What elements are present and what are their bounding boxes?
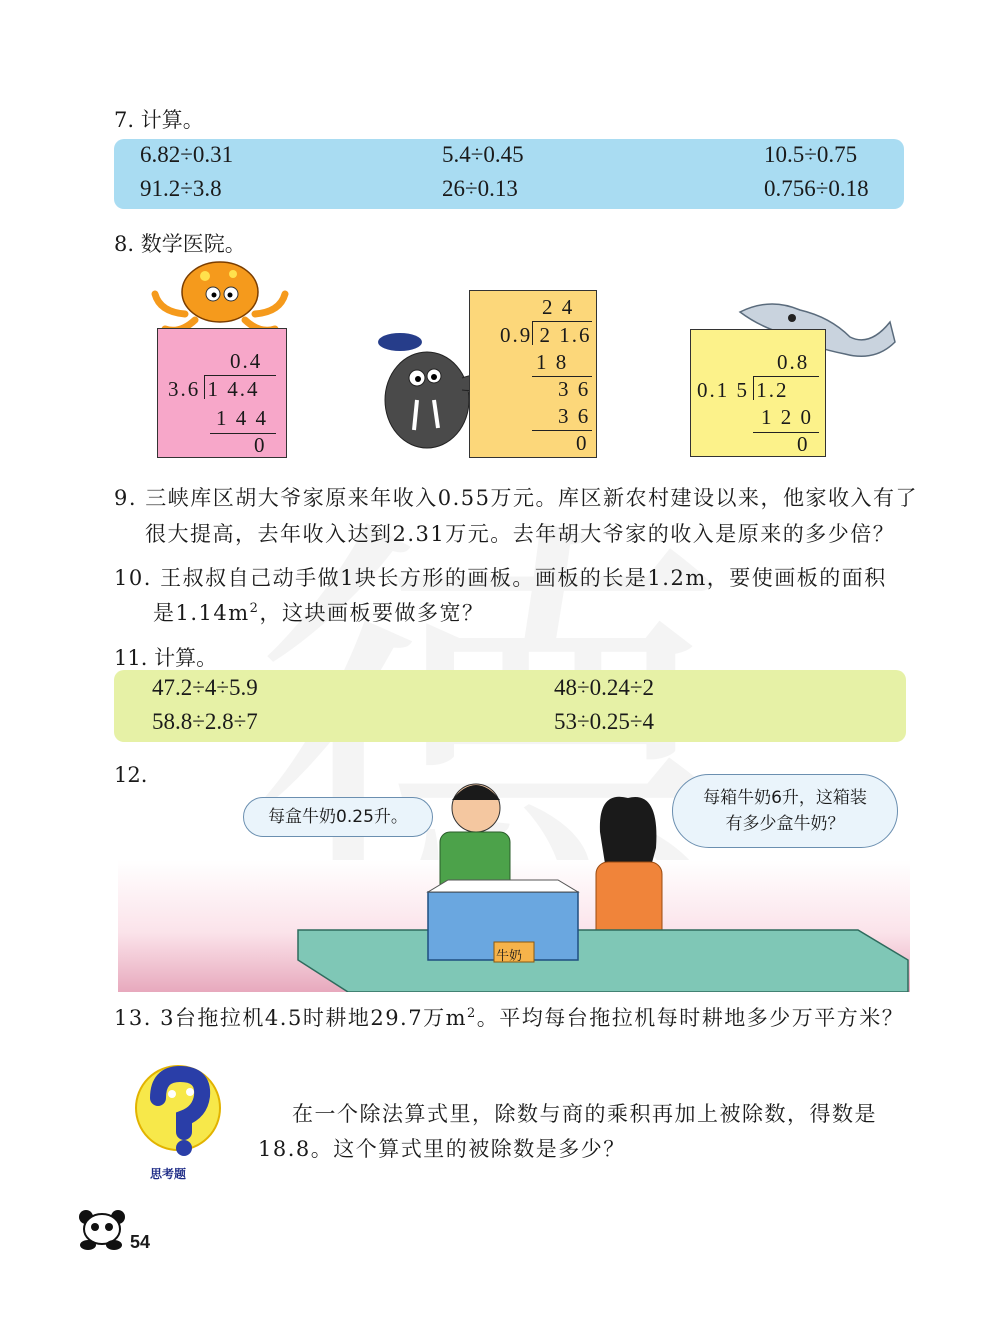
q7-expr-2: 5.4÷0.45 — [442, 142, 524, 167]
think-line-1: 在一个除法算式里，除数与商的乘积再加上被除数，得数是 — [292, 1102, 877, 1126]
q13-sup: 2 — [467, 1006, 477, 1021]
q11-expr-3: 58.8÷2.8÷7 — [152, 709, 258, 734]
card3-divisor-dividend: 0.1 5 1.2 — [697, 378, 789, 402]
q10-question: ，这块画板要做多宽？ — [259, 601, 485, 625]
think-line-2: 18.8。这个算式里的被除数是多少？ — [258, 1137, 626, 1161]
speech-bubble-girl-line-1: 每箱牛奶6升，这箱装 — [703, 788, 867, 808]
q7-expr-4: 91.2÷3.8 — [140, 176, 222, 201]
card2-step3: 3 6 — [558, 404, 591, 428]
card2-step1: 1 8 — [536, 350, 569, 374]
card1-remainder: 0 — [254, 433, 267, 457]
card2-remainder: 0 — [576, 431, 589, 455]
q12-heading: 12. — [114, 763, 148, 787]
q11-expr-2: 48÷0.24÷2 — [554, 675, 654, 700]
question-mark-icon — [132, 1062, 224, 1162]
speech-bubble-boy: 每盒牛奶0.25升。 — [243, 797, 433, 837]
card3-product: 1 2 0 — [761, 405, 813, 429]
q8-card-1 — [157, 328, 287, 458]
page-number: 54 — [130, 1232, 151, 1252]
q7-expr-6: 0.756÷0.18 — [764, 176, 869, 201]
q9-line-2: 很大提高，去年收入达到2.31万元。去年胡大爷家的收入是原来的多少倍？ — [145, 522, 896, 546]
speech-bubble-girl-line-2: 有多少盒牛奶？ — [725, 814, 845, 834]
q11-heading: 11. 计算。 — [114, 646, 218, 670]
q11-expr-4: 53÷0.25÷4 — [554, 709, 654, 734]
q13-text-a: 13. 3台拖拉机4.5时耕地29.7万m — [114, 1006, 468, 1030]
q10-line-1: 10. 王叔叔自己动手做1块长方形的画板。画板的长是1.2m，要使画板的面积 — [114, 566, 887, 590]
q7-expr-1: 6.82÷0.31 — [140, 142, 234, 167]
q7-expr-5: 26÷0.13 — [442, 176, 518, 201]
card1-quotient: 0.4 — [230, 349, 263, 373]
q8-card-2 — [469, 290, 597, 458]
q8-card-3 — [690, 329, 826, 457]
card3-quotient: 0.8 — [777, 350, 810, 374]
card2-bracket-top — [532, 321, 592, 322]
card3-bracket-top — [753, 376, 819, 377]
panda-icon — [74, 1207, 130, 1253]
q13-text-b: 。平均每台拖拉机每时耕地多少万平方米？ — [476, 1006, 905, 1030]
q11-expr-1: 47.2÷4÷5.9 — [152, 675, 258, 700]
card3-remainder: 0 — [797, 432, 810, 456]
card2-step2: 3 6 — [558, 377, 591, 401]
card2-quotient: 2 4 — [542, 295, 575, 319]
card2-divisor-dividend: 0.9 2 1.6 — [500, 323, 592, 347]
q8-heading: 8. 数学医院。 — [114, 232, 246, 256]
milk-box-label: 牛奶 — [496, 949, 523, 964]
q10-area-value: 是1.14m — [153, 601, 250, 625]
q7-expr-3: 10.5÷0.75 — [764, 142, 858, 167]
q13-text — [114, 1002, 904, 1032]
q7-heading: 7. 计算。 — [114, 108, 204, 132]
q10-area-sup: 2 — [249, 601, 260, 616]
card1-product: 1 4 4 — [216, 406, 268, 430]
q10-line-2 — [153, 597, 484, 627]
think-badge-label: 思考题 — [150, 1167, 187, 1181]
q9-line-1: 9. 三峡库区胡大爷家原来年收入0.55万元。库区新农村建设以来，他家收入有了 — [114, 486, 918, 510]
speech-bubble-girl — [672, 774, 898, 848]
card1-divisor-dividend: 3.6 1 4.4 — [168, 377, 260, 401]
card1-bracket-top — [204, 375, 276, 376]
